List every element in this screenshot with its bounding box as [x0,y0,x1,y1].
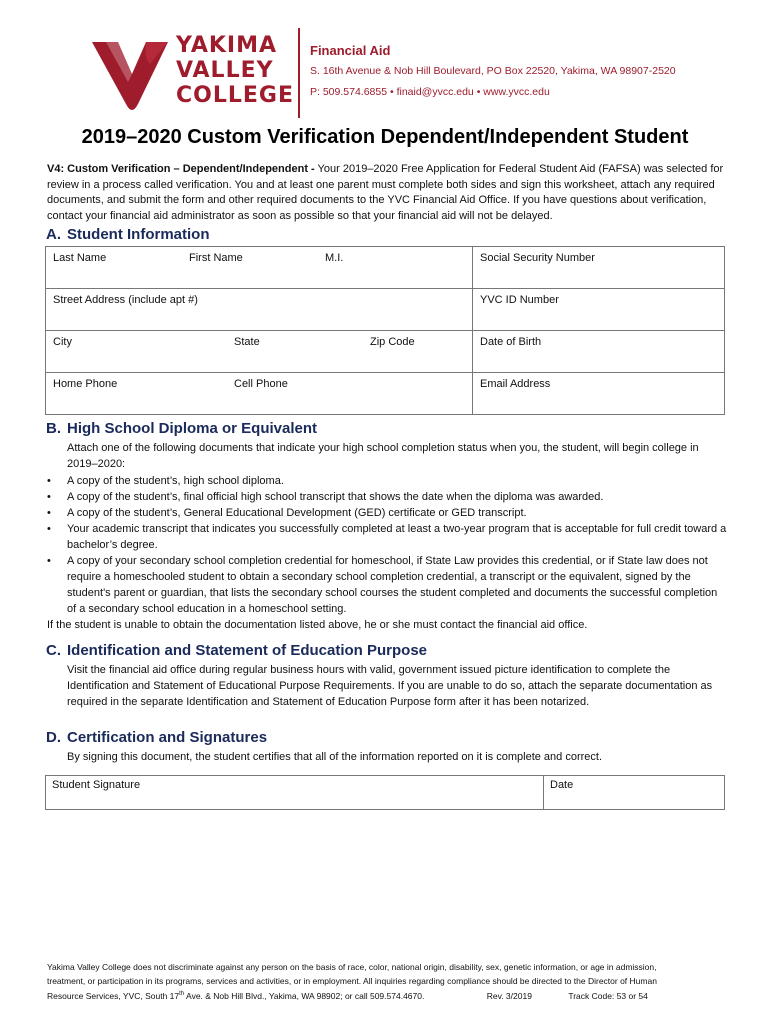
section-title: High School Diploma or Equivalent [67,420,318,437]
date-of-birth-label: Date of Birth [480,336,542,348]
list-item [47,505,727,521]
street-address-cell[interactable] [46,289,473,331]
table-row [46,776,725,810]
date-field[interactable] [544,776,725,810]
header-divider [298,28,300,118]
footer-address-b: Ave. & Nob Hill Blvd., Yakima, WA 98902; or call 509.574.4670. [184,990,425,1001]
nondiscrimination-footer [47,961,727,1003]
intro-lead: V4: Custom Verification – Dependent/Independent - [47,163,315,175]
list-item [47,473,727,489]
date-label: Date [550,779,574,791]
section-letter: A. [46,226,61,243]
section-a-heading [46,226,210,243]
section-letter: C. [46,642,61,659]
intro-text: Your 2019–2020 Free Application for Federal Student Aid (FAFSA) was selected for review in a process called verification. You and at least one parent must complete both sides and sign this worksheet, attach any required documents, and submit the form and other required documents to the YVC Financial Aid Office. If you have questions about verification, contact your financial aid administrator as soon as possible so that your financial aid will not be delayed. [47,163,724,222]
college-logo-icon [88,32,172,116]
section-letter: D. [46,729,61,746]
document-list [47,473,727,617]
office-contact-block [310,40,676,103]
email-label: Email Address [480,378,551,390]
student-signature-field[interactable] [46,776,544,810]
last-name-label: Last Name [53,252,107,264]
section-c-heading [46,642,427,659]
ssn-cell[interactable] [473,247,725,289]
mi-label: M.I. [325,252,344,264]
intro-paragraph [47,162,727,224]
yvc-id-label: YVC ID Number [480,294,559,306]
college-name-line: VALLEY [176,58,274,83]
street-address-label: Street Address (include apt #) [53,294,198,306]
list-item-text: A copy of your secondary school completion credential for homeschool, if State Law provides this credential, or if State law does not require a homeschooled student to obtain a secondary school completion credential, a transcript or the equivalent, signed by the student's parent or guardian, that lists the secondary school courses the student completed and documents the successful completion of a secondary school education in a homeschool setting. [67,555,718,615]
section-title: Student Information [67,226,210,243]
list-item-text: A copy of the student’s, final official high school transcript that shows the date when the diploma was awarded. [67,491,604,503]
city-state-zip-cell[interactable] [46,331,473,373]
ssn-label: Social Security Number [480,252,595,264]
footer-ordinal: th [179,991,185,997]
table-row [46,247,725,289]
table-row [46,373,725,415]
cell-phone-label: Cell Phone [234,378,288,390]
first-name-label: First Name [189,252,243,264]
home-phone-label: Home Phone [53,378,118,390]
bullet-icon: • [47,507,51,519]
list-item-text: A copy of the student’s, General Educational Development (GED) certificate or GED transcript. [67,507,527,519]
college-name-line: COLLEGE [176,83,294,108]
state-label: State [234,336,260,348]
list-item-text: A copy of the student’s, high school diploma. [67,475,284,487]
table-row [46,289,725,331]
section-d-text: By signing this document, the student certifies that all of the information reported on it is complete and correct. [67,751,603,763]
footer-line: Yakima Valley College does not discriminate against any person on the basis of race, color, national origin, disability, sex, genetic information, or age in admission, [47,962,657,972]
section-b-closing: If the student is unable to obtain the documentation listed above, he or she must contact the financial aid office. [47,619,588,631]
footer-line: treatment, or participation in its programs, services and activities, or in employment. All inquiries regarding compliance should be directed to the Director of Human [47,975,657,986]
zip-code-label: Zip Code [370,336,415,348]
page-title: 2019–2020 Custom Verification Dependent/Independent Student [81,126,689,148]
phone-cell[interactable] [46,373,473,415]
section-b-intro: Attach one of the following documents that indicate your high school completion status when you, the student, will begin college in 2019–2020: [67,442,699,470]
section-letter: B. [46,420,61,437]
list-item [47,489,727,505]
table-row [46,331,725,373]
student-signature-label: Student Signature [52,779,141,791]
footer-line [47,988,727,1003]
list-item [47,521,727,553]
bullet-icon: • [47,523,51,535]
section-title: Identification and Statement of Education Purpose [67,642,428,659]
college-name-line: YAKIMA [176,33,278,58]
college-name [176,34,294,109]
section-d-heading [46,729,267,746]
email-cell[interactable] [473,373,725,415]
section-b-heading [46,420,317,437]
office-contact: P: 509.574.6855 • finaid@yvcc.edu • www.yvcc.edu [310,86,550,98]
track-code: Track Code: 53 or 54 [568,990,648,1001]
name-cell[interactable] [46,247,473,289]
yvc-id-cell[interactable] [473,289,725,331]
bullet-icon: • [47,491,51,503]
letterhead [88,28,688,120]
office-address: S. 16th Avenue & Nob Hill Boulevard, PO Box 22520, Yakima, WA 98907-2520 [310,65,676,77]
city-label: City [53,336,72,348]
list-item-text: Your academic transcript that indicates you successfully completed at least a two-year program that is acceptable for full credit toward a bachelor’s degree. [67,523,727,551]
footer-address-a: Resource Services, YVC, South 17 [47,990,180,1001]
section-title: Certification and Signatures [67,729,268,746]
student-info-table [45,246,725,415]
bullet-icon: • [47,475,51,487]
revision-date: Rev. 3/2019 [486,990,532,1001]
bullet-icon: • [47,555,51,567]
date-of-birth-cell[interactable] [473,331,725,373]
section-c-text: Visit the financial aid office during regular business hours with valid, government issued picture identification to complete the Identification and Statement of Educational Purpose Requirements. If you are unable to do so, attach the separate documentation as required in the separate Identification and Statement of Education Purpose form after it has been notarized. [67,664,713,708]
list-item [47,553,727,617]
department-name: Financial Aid [310,43,391,58]
signature-table [45,775,725,810]
